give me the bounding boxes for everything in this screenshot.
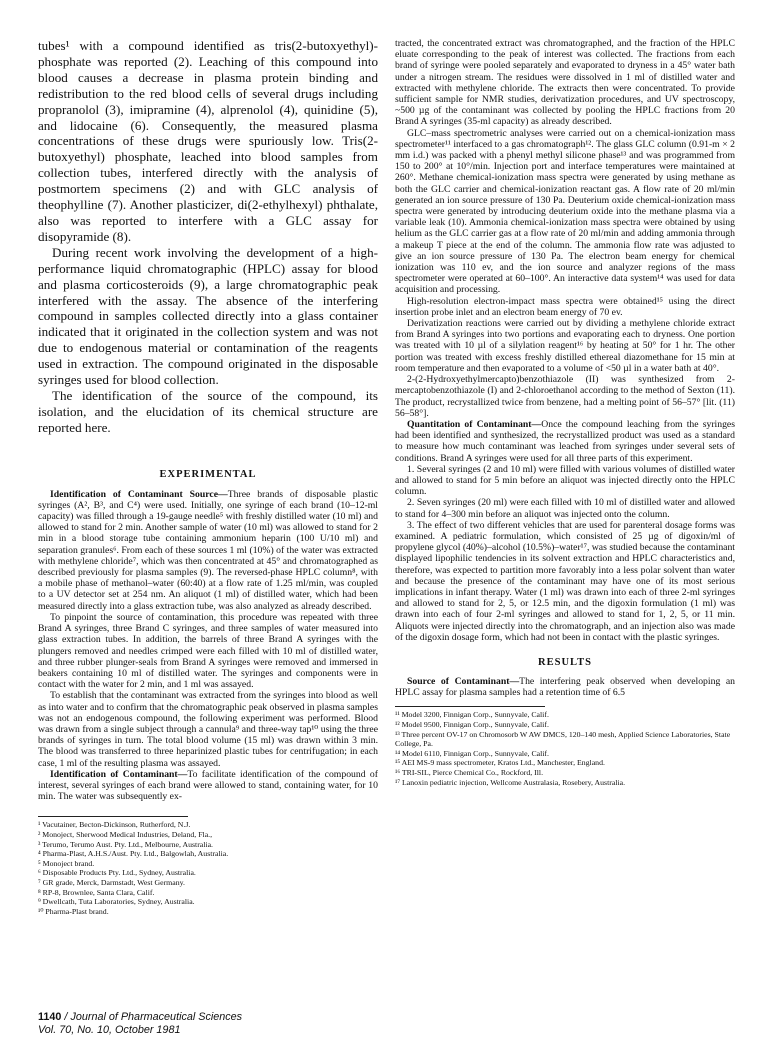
- footnote: ⁴ Pharma-Plast, A.H.S./Aust. Pty. Ltd., Balgowlah, Australia.: [38, 849, 229, 859]
- footnote: ³ Terumo, Terumo Aust. Pty. Ltd., Melbourne, Australia.: [38, 839, 213, 849]
- establish-paragraph: To establish that the contaminant was extracted from the syringes into blood as well as into water and to confirm that the chromatographic peak observed in plasma samples was not an endogenous compound, the following experiment was performed. Blood was drawn from a single subject through a cannula⁹ and three-way tap¹⁰ using the three brands of syringes in turn. The total blood volume (15 ml) was drawn within 3 min. The blood was transferred to three heparinized plastic tubes for centrifugation; in each case, 1 ml of the resulting plasma was assayed.: [38, 690, 378, 769]
- right-paragraph-3: High-resolution electron-impact mass spectra were obtained¹⁵ using the direct insertion probe inlet and an electron beam energy of 70 ev.: [395, 295, 735, 318]
- footnote: ¹ Vacutainer, Becton-Dickinson, Rutherford, N.J.: [38, 820, 191, 830]
- numbered-item-2: 2. Seven syringes (20 ml) were each filled with 10 ml of distilled water and allowed to stand for 4–300 min before an aliquot was injected onto the column.: [395, 497, 735, 520]
- identification-source-title: Identification of Contaminant Source—: [50, 488, 228, 500]
- footnote: ² Monoject, Sherwood Medical Industries, Deland, Fla.,: [38, 829, 213, 839]
- footnote: ¹² Model 9500, Finnigan Corp., Sunnyvale, Calif.: [395, 719, 549, 729]
- right-paragraph-5: 2-(2-Hydroxyethylmercapto)benzothiazole (II) was synthesized from 2-mercaptobenzothiazole (I) and 2-chloroethanol according to the method of Sexton (11). The product, recrystallized twice from benzene, had a melting point of 56–57° [lit. (11) 56–58°].: [395, 374, 735, 419]
- experimental-heading: EXPERIMENTAL: [159, 468, 257, 480]
- intro-paragraph-2: During recent work involving the development of a high-performance liquid chromatographic (HPLC) assay for blood and plasma corticosteroids (9), a large chromatographic peak interfered with the assay. The absence of the interfering compound in samples collected directly into a glass container indicated that it originated in the collection system and was not due to endogenous material or contamination of the reagents used in extraction. The compound originated in the disposable syringes used for blood collection.: [38, 244, 378, 388]
- results-heading: RESULTS: [538, 656, 592, 668]
- journal-name: Journal of Pharmaceutical Sciences: [70, 1011, 243, 1023]
- footnote: ⁵ Monoject brand.: [38, 858, 95, 868]
- footnote: ¹⁷ Lanoxin pediatric injection, Wellcome Australasia, Rosebery, Australia.: [395, 777, 626, 787]
- volume-info: Vol. 70, No. 10, October 1981: [38, 1024, 181, 1036]
- footnote: ¹⁰ Pharma-Plast brand.: [38, 906, 109, 916]
- right-paragraph-4: Derivatization reactions were carried out by dividing a methylene chloride extract from Brand A syringes into two portions and evaporating each to dryness. One portion was treated with 10 µl of a silylation reagent¹⁶ by heating at 50° for 1 hr. The other portion was treated with excess freshly distilled ethereal diazomethane for 15 min at room temperature and then evaporated to a volume of <50 µl in a water bath at 40°.: [395, 318, 735, 374]
- identification-contaminant-text: To facilitate identification of the compound of interest, several syringes of each brand were allowed to stand, containing water, for 10 min. The water was subsequently ex-: [38, 768, 378, 803]
- page-number: 1140: [38, 1011, 62, 1023]
- footnote: ⁶ Disposable Products Pty. Ltd., Sydney, Australia.: [38, 868, 196, 878]
- numbered-item-1: 1. Several syringes (2 and 10 ml) were filled with various volumes of distilled water and allowed to stand for 5 min before an aliquot was injected directly onto the HPLC column.: [395, 463, 735, 498]
- left-footnotes: [38, 820, 378, 916]
- footnote: ¹⁴ Model 6110, Finnigan Corp., Sunnyvale, Calif.: [395, 748, 549, 758]
- source-paragraph: [395, 676, 735, 698]
- intro-paragraph-1: tubes¹ with a compound identified as tris(2-butoxyethyl)-phosphate was reported (2). Leaching of this compound into blood causes a decrease in plasma protein binding and redistribution to the red blood cells of several drugs including propranolol (3), imipramine (4), alprenolol (4), quinidine (5), and lidocaine (6). Consequently, the measured plasma concentrations of these drugs were spuriously low. Tris(2-butoxyethyl) phosphate, leached into blood samples from collection tubes, interfered directly with the analysis of postmortem specimens (2) and with GLC analysis of theophylline (7). Another plasticizer, di(2-ethylhexyl) phthalate, also was reported to interfere with a GLC assay for disopyramide (8).: [38, 38, 378, 244]
- right-footnotes: [395, 710, 735, 787]
- identification-source-text: Three brands of disposable plastic syringes (A², B³, and C⁴) were used. Initially, one syringe of each brand (10–12-ml capacity) was filled through a 19-gauge needle⁵ with freshly distilled water (10 ml) and allowed to stand for 2 min. Another sample of water (10 ml) was allowed to stand for 2 min in a blood storage tube containing ammonium heparin (100 U/10 ml) and separation granules⁶. From each of these sources 1 ml (10%) of the water was extracted with methylene chloride⁷, which was then concentrated at 45° and chromatographed as described previously for plasma samples (9). The reversed-phase HPLC column⁸, with a mobile phase of methanol–water (60:40) at a flow rate of 1.25 ml/min, was coupled to a UV detector set at 254 nm. An aliquot (1 ml) of distilled water, which had been measured directly into a glass extraction tube, was also analyzed as already described.: [38, 488, 378, 612]
- footnote: ¹⁵ AEI MS-9 mass spectrometer, Kratos Ltd., Manchester, England.: [395, 758, 605, 768]
- footnote: ¹⁶ TRI-SIL, Pierce Chemical Co., Rockford, Ill.: [395, 767, 544, 777]
- source-text: The interfering peak observed when developing an HPLC assay for plasma samples had a retention time of 6.5: [395, 675, 736, 699]
- journal-footer: [38, 1011, 242, 1037]
- footnote: ¹³ Three percent OV-17 on Chromosorb W AW DMCS, 120–140 mesh, Applied Science Laboratories, State College, Pa.: [395, 729, 731, 749]
- right-paragraph-2: GLC–mass spectrometric analyses were carried out on a chemical-ionization mass spectrometer¹¹ interfaced to a gas chromatograph¹². The glass GLC column (0.91-m × 2 mm i.d.) was packed with a phenyl methyl silicone phase¹³ and was programmed from 150 to 200° at 10°/min. Injection port and interface temperatures were maintained at 260°. Methane chemical-ionization mass spectra were generated by using methane as both the GLC carrier and chemical-ionization reactant gas. A flow rate of 20 ml/min generated an ion source pressure of 130 Pa. Deuterium oxide chemical-ionization mass spectra were generated by introducing deuterium oxide into the methane plasma via a variable leak (10). Ammonia chemical-ionization mass spectra were obtained by using helium as the GLC carrier gas at a flow rate of 20 ml/min and adding ammonia through a makeup T piece at the end of the column. The ammonia flow rate was adjusted to give an ion source pressure of 130 Pa. The electron beam energy for chemical ionization was 110 ev, and the ion source and analyzer regions of the mass spectrometer were operated at 60–100°. An interactive data system¹⁴ was used for data acquisition and processing.: [395, 127, 735, 296]
- footnote: ⁷ GR grade, Merck, Darmstadt, West Germany.: [38, 877, 185, 887]
- right-paragraph-1: tracted, the concentrated extract was chromatographed, and the fraction of the HPLC eluate corresponding to the peak of interest was collected. The fractions from each brand of syringe were pooled separately and evaporated to dryness in a 45° water bath under a nitrogen stream. The residues were dissolved in 1 ml of distilled water and extracted with methylene chloride. The extracts then were concentrated. To provide sufficient sample for NMR studies, derivatization procedures, and UV spectroscopy, ~500 µg of the contaminant was collected by pooling the HPLC fractions from 20 Brand A syringes (35-ml capacity) as already described.: [395, 38, 735, 128]
- numbered-item-3: 3. The effect of two different vehicles that are used for parenteral dosage forms was examined. A pediatric formulation, which consisted of 25 µg of digoxin/ml of propylene glycol (40%)–alcohol (10.5%)–water¹⁷, was studied because the contaminant displayed lipophilic tendencies in its solvent extraction and HPLC characteristics and, therefore, was expected to partition more favorably into a less polar solvent than water and because the presence of the contaminant may have one of its most serious implications in infant therapy. Water (1 ml) was drawn into each of three 2-ml syringes and allowed to stand for 2, 5, or 12.5 min, and the digoxin formulation (1 ml) was drawn into each of four 2-ml syringes and allowed to stand for 1, 2, 5, or 11 min. Aliquots were injected directly into the chromatograph, and an injection also was made of the digoxin dosage form, which had not been in contact with the plastic syringes.: [395, 519, 735, 643]
- footnote: ⁹ Dwellcath, Tuta Laboratories, Sydney, Australia.: [38, 897, 195, 907]
- footnote: ⁸ RP-8, Brownlee, Santa Clara, Calif.: [38, 887, 155, 897]
- identification-contaminant-title: Identification of Contaminant—: [50, 768, 188, 780]
- quantitation-paragraph: [395, 419, 735, 464]
- footer-separator: /: [61, 1011, 71, 1023]
- source-title: Source of Contaminant—: [407, 675, 520, 687]
- quantitation-title: Quantitation of Contaminant—: [407, 418, 542, 430]
- intro-paragraph-3: The identification of the source of the compound, its isolation, and the elucidation of its chemical structure are reported here.: [38, 387, 378, 435]
- quantitation-text: Once the compound leaching from the syringes had been identified and synthesized, the recrystallized product was used as a standard to measure how much contaminant was leached from syringes under several sets of conditions. Brand A syringes were used for all three parts of this experiment.: [395, 418, 735, 464]
- identification-contaminant-paragraph: [38, 769, 378, 803]
- left-column: [38, 38, 378, 916]
- pinpoint-paragraph: To pinpoint the source of contamination, this procedure was repeated with three Brand A syringes, three Brand C syringes, and three samples of water measured into glass extraction tubes. In addition, the barrels of three Brand A syringes with the plungers removed and needles crimped were each filled with 10 ml of distilled water, and three rubber plunger-seals from Brand A syringes were removed and immersed in beakers containing 10 ml of distilled water. The syringes and components were in contact with the water for 2 min, and 1 ml was assayed.: [38, 611, 378, 691]
- identification-source-paragraph: [38, 489, 378, 612]
- footnote: ¹¹ Model 3200, Finnigan Corp., Sunnyvale, Calif.: [395, 710, 549, 720]
- right-column: [395, 38, 735, 787]
